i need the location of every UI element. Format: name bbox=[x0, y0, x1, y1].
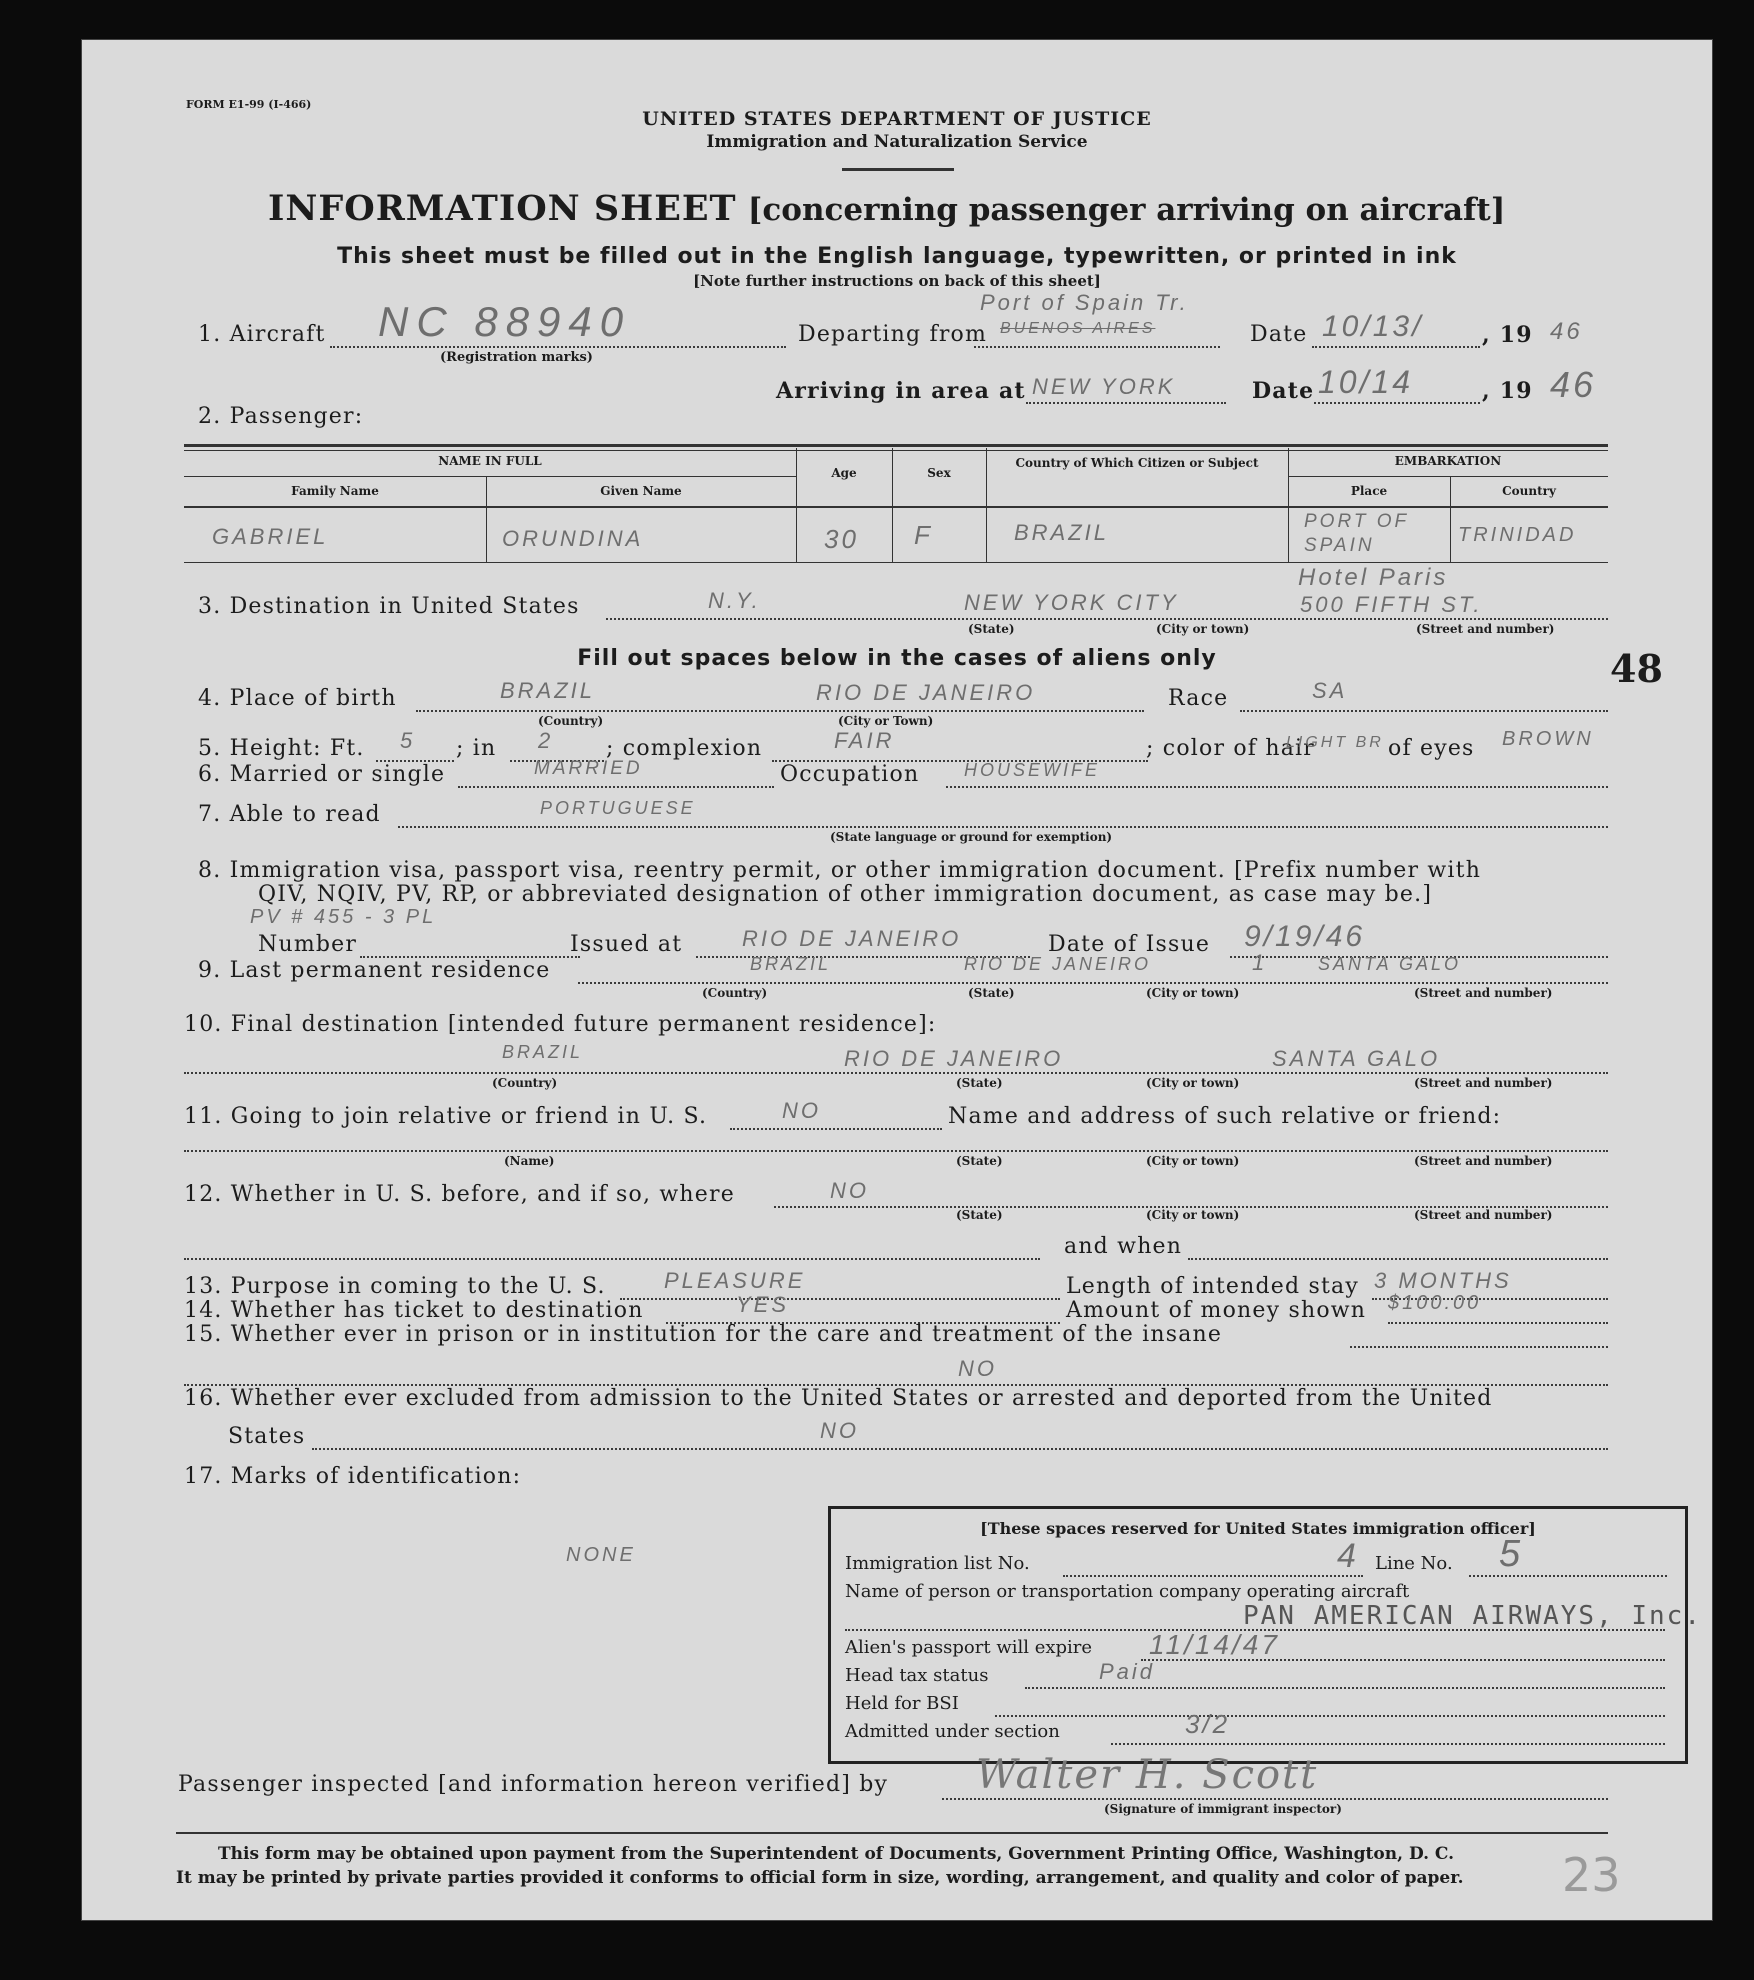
instruction-note: [Note further instructions on back of this sheet] bbox=[693, 272, 1101, 290]
stay-label: Length of intended stay bbox=[1066, 1274, 1359, 1299]
company-label: Name of person or transportation company operating aircraft bbox=[845, 1581, 1410, 1602]
departing-struck: BUENOS AIRES bbox=[1000, 320, 1156, 337]
residence-line bbox=[578, 982, 1608, 984]
destination-street-caption: (Street and number) bbox=[1416, 622, 1555, 636]
married-label: 6. Married or single bbox=[198, 762, 446, 787]
destination-label: 3. Destination in United States bbox=[198, 594, 580, 619]
final-street-caption: (Street and number) bbox=[1414, 1076, 1553, 1090]
departing-line bbox=[974, 346, 1220, 348]
purpose-line bbox=[620, 1298, 1060, 1300]
final-street: SANTA GALO bbox=[1272, 1046, 1441, 1071]
tax-label: Head tax status bbox=[845, 1665, 989, 1686]
service-heading: Immigration and Naturalization Service bbox=[706, 132, 1088, 152]
footer-line-1: This form may be obtained upon payment from the Superintendent of Documents, Government Printing Office, Washington, D. C. bbox=[218, 1844, 1455, 1864]
final-country: BRAZIL bbox=[502, 1042, 584, 1062]
list-no-line bbox=[1063, 1575, 1363, 1577]
destination-line bbox=[606, 618, 1608, 620]
arriving-date-line bbox=[1314, 402, 1480, 404]
header-rule bbox=[842, 168, 954, 171]
before-value: NO bbox=[830, 1178, 869, 1203]
birth-city: RIO DE JANEIRO bbox=[816, 680, 1036, 705]
residence-street-caption: (Street and number) bbox=[1414, 986, 1553, 1000]
residence-label: 9. Last permanent residence bbox=[198, 958, 551, 983]
citizen-cell: BRAZIL bbox=[1014, 520, 1110, 545]
inspected-label: Passenger inspected [and information hereon verified] by bbox=[178, 1772, 889, 1797]
birth-line bbox=[416, 710, 1144, 712]
before-city-caption: (City or town) bbox=[1146, 1208, 1240, 1222]
footer-rule bbox=[176, 1832, 1608, 1834]
join-name-label: Name and address of such relative or friend: bbox=[948, 1104, 1502, 1129]
excluded-line-1: 16. Whether ever excluded from admission to the United States or arrested and deported from the United bbox=[184, 1386, 1493, 1411]
complexion-value: FAIR bbox=[834, 728, 895, 753]
department-heading: UNITED STATES DEPARTMENT OF JUSTICE bbox=[642, 108, 1152, 130]
residence-city-caption: (City or town) bbox=[1146, 986, 1240, 1000]
passport-label: Alien's passport will expire bbox=[845, 1637, 1093, 1658]
footer-line-2: It may be printed by private parties provided it conforms to official form in size, wording, arrangement, and quality and color of paper. bbox=[176, 1868, 1464, 1888]
prison-label: 15. Whether ever in prison or in institution for the care and treatment of the insane bbox=[184, 1322, 1223, 1347]
birth-country-caption: (Country) bbox=[538, 714, 604, 728]
signature-caption: (Signature of immigrant inspector) bbox=[1104, 1802, 1342, 1816]
sex-header: Sex bbox=[927, 466, 951, 480]
eyes-value: BROWN bbox=[1502, 728, 1594, 750]
married-value: MARRIED bbox=[534, 758, 643, 779]
read-value: PORTUGUESE bbox=[540, 798, 696, 818]
marks-label: 17. Marks of identification: bbox=[184, 1464, 522, 1489]
age-header: Age bbox=[831, 466, 857, 480]
given-name-header: Given Name bbox=[600, 484, 682, 498]
residence-state-caption: (State) bbox=[968, 986, 1015, 1000]
excluded-line bbox=[312, 1448, 1608, 1450]
occupation-label: Occupation bbox=[780, 762, 920, 787]
money-label: Amount of money shown bbox=[1066, 1298, 1367, 1323]
page-number: 48 bbox=[1610, 646, 1663, 691]
list-no-value: 4 bbox=[1337, 1537, 1359, 1575]
departing-year: 46 bbox=[1550, 318, 1583, 345]
before-when-line-left bbox=[184, 1258, 1040, 1260]
name-in-full-header: NAME IN FULL bbox=[438, 454, 542, 468]
form-number: FORM E1-99 (I-466) bbox=[186, 98, 312, 111]
document-line-2: QIV, NQIV, PV, RP, or abbreviated designation of other immigration document, as case may be.] bbox=[258, 882, 1433, 907]
bsi-label: Held for BSI bbox=[845, 1693, 959, 1714]
money-value: $100.00 bbox=[1388, 1292, 1482, 1314]
before-when-line-right bbox=[1188, 1258, 1608, 1260]
family-name-cell: GABRIEL bbox=[212, 524, 329, 549]
birth-city-caption: (City or Town) bbox=[838, 714, 934, 728]
aircraft-value: NC 88940 bbox=[378, 298, 632, 345]
prison-value: NO bbox=[958, 1356, 997, 1381]
purpose-label: 13. Purpose in coming to the U. S. bbox=[184, 1274, 606, 1299]
height-ft: 5 bbox=[400, 728, 416, 753]
race-value: SA bbox=[1312, 678, 1348, 703]
inspected-line bbox=[942, 1798, 1608, 1800]
document-line-1: 8. Immigration visa, passport visa, reentry permit, or other immigration document. [Prefix number with bbox=[198, 858, 1482, 883]
instruction-line: This sheet must be filled out in the English language, typewritten, or printed in ink bbox=[337, 244, 1457, 269]
table-header-rule bbox=[184, 506, 1608, 508]
destination-city: NEW YORK CITY bbox=[964, 590, 1179, 615]
place-header: Place bbox=[1350, 484, 1388, 498]
country-header: Country bbox=[1502, 484, 1556, 498]
arriving-date: 10/14 bbox=[1318, 364, 1414, 400]
departing-label: Departing from bbox=[798, 322, 988, 347]
before-state-caption: (State) bbox=[956, 1208, 1003, 1222]
issued-at-label: Issued at bbox=[570, 932, 683, 957]
birth-label: 4. Place of birth bbox=[198, 686, 397, 711]
join-street-caption: (Street and number) bbox=[1414, 1154, 1553, 1168]
aliens-heading: Fill out spaces below in the cases of aliens only bbox=[577, 646, 1217, 671]
departing-value: Port of Spain Tr. bbox=[980, 290, 1189, 315]
join-state-caption: (State) bbox=[956, 1154, 1003, 1168]
table-top-rule-thin bbox=[184, 450, 1608, 451]
line-no-label: Line No. bbox=[1375, 1553, 1453, 1574]
residence-country-caption: (Country) bbox=[702, 986, 768, 1000]
issue-date-label: Date of Issue bbox=[1048, 932, 1211, 957]
stay-value: 3 MONTHS bbox=[1374, 1268, 1512, 1293]
excluded-value: NO bbox=[820, 1418, 859, 1443]
line-no-value: 5 bbox=[1499, 1533, 1524, 1575]
destination-city-caption: (City or town) bbox=[1156, 622, 1250, 636]
passenger-label: 2. Passenger: bbox=[198, 404, 364, 429]
final-country-caption: (Country) bbox=[492, 1076, 558, 1090]
sex-cell: F bbox=[914, 520, 933, 550]
passport-value: 11/14/47 bbox=[1149, 1629, 1280, 1660]
eyes-label: of eyes bbox=[1388, 736, 1475, 761]
marks-value: NONE bbox=[566, 1544, 636, 1566]
join-line bbox=[730, 1128, 942, 1130]
final-line bbox=[184, 1072, 1608, 1074]
hair-value: LIGHT BR bbox=[1286, 734, 1384, 751]
section-value: 3/2 bbox=[1185, 1709, 1231, 1739]
corner-number: 23 bbox=[1562, 1848, 1621, 1902]
tax-line bbox=[1025, 1687, 1665, 1689]
destination-state: N.Y. bbox=[708, 588, 761, 613]
read-caption: (State language or ground for exemption) bbox=[830, 830, 1113, 844]
occupation-line bbox=[946, 786, 1608, 788]
form-sheet bbox=[82, 40, 1712, 1920]
title-main: INFORMATION SHEET bbox=[268, 188, 737, 229]
embark-sub-rule bbox=[1288, 476, 1608, 477]
height-in-label: ; in bbox=[456, 736, 497, 761]
prison-line-a bbox=[1350, 1346, 1608, 1348]
family-name-header: Family Name bbox=[291, 484, 379, 498]
age-cell: 30 bbox=[824, 524, 859, 554]
page-title bbox=[268, 188, 1505, 229]
departing-date-label: Date bbox=[1250, 322, 1308, 347]
race-label: Race bbox=[1168, 686, 1229, 711]
title-bracket: [concerning passenger arriving on aircraft] bbox=[747, 192, 1506, 228]
table-top-rule bbox=[184, 444, 1608, 447]
residence-state: RIO DE JANEIRO bbox=[964, 954, 1152, 974]
final-label: 10. Final destination [intended future permanent residence]: bbox=[184, 1012, 937, 1037]
section-label: Admitted under section bbox=[845, 1721, 1060, 1742]
arriving-line bbox=[1026, 402, 1226, 404]
company-stamp: PAN AMERICAN AIRWAYS, Inc. bbox=[1243, 1601, 1702, 1631]
destination-street: 500 FIFTH ST. bbox=[1300, 592, 1483, 617]
arriving-label: Arriving in area at bbox=[776, 378, 1026, 404]
join-name-line bbox=[184, 1150, 1608, 1152]
officer-box-heading: [These spaces reserved for United States immigration officer] bbox=[980, 1519, 1536, 1538]
departing-date-line bbox=[1312, 346, 1480, 348]
embark-place-cell: PORT OF SPAIN bbox=[1304, 511, 1409, 556]
final-state-caption: (State) bbox=[956, 1076, 1003, 1090]
name-sub-rule bbox=[184, 476, 796, 477]
issue-date-value: 9/19/46 bbox=[1244, 920, 1366, 953]
destination-street-note: Hotel Paris bbox=[1298, 564, 1449, 591]
arriving-value: NEW YORK bbox=[1032, 374, 1176, 399]
ticket-value: YES bbox=[736, 1292, 790, 1317]
birth-country: BRAZIL bbox=[500, 678, 596, 703]
height-in: 2 bbox=[538, 728, 554, 753]
residence-country: BRAZIL bbox=[750, 954, 832, 974]
final-state: RIO DE JANEIRO bbox=[844, 1046, 1064, 1071]
height-label: 5. Height: Ft. bbox=[198, 736, 365, 761]
residence-city: 1 bbox=[1252, 950, 1268, 975]
citizen-header: Country of Which Citizen or Subject bbox=[1015, 456, 1259, 470]
join-city-caption: (City or town) bbox=[1146, 1154, 1240, 1168]
race-line bbox=[1240, 710, 1608, 712]
occupation-value: HOUSEWIFE bbox=[964, 760, 1101, 780]
when-label: and when bbox=[1064, 1234, 1183, 1259]
hair-label: ; color of hair bbox=[1146, 736, 1315, 761]
tax-value: Paid bbox=[1099, 1659, 1156, 1684]
aircraft-label: 1. Aircraft bbox=[198, 322, 326, 347]
arriving-date-label: Date bbox=[1252, 378, 1315, 404]
purpose-value: PLEASURE bbox=[664, 1268, 806, 1293]
arriving-year-prefix: , 19 bbox=[1482, 378, 1533, 404]
list-no-label: Immigration list No. bbox=[845, 1553, 1030, 1574]
given-name-cell: ORUNDINA bbox=[502, 526, 644, 551]
arriving-year: 46 bbox=[1550, 364, 1597, 405]
document-number-label: Number bbox=[258, 932, 358, 957]
aircraft-line bbox=[330, 346, 786, 348]
ticket-label: 14. Whether has ticket to destination bbox=[184, 1298, 644, 1323]
residence-street: SANTA GALO bbox=[1318, 954, 1462, 974]
departing-year-prefix: , 19 bbox=[1482, 322, 1533, 348]
money-line bbox=[1388, 1322, 1608, 1324]
before-street-caption: (Street and number) bbox=[1414, 1208, 1553, 1222]
section-line bbox=[1111, 1743, 1665, 1745]
departing-date: 10/13/ bbox=[1322, 310, 1424, 343]
read-line bbox=[398, 826, 1608, 828]
complexion-label: ; complexion bbox=[606, 736, 763, 761]
join-value: NO bbox=[782, 1098, 821, 1123]
embarkation-header: EMBARKATION bbox=[1394, 454, 1502, 468]
officer-box bbox=[828, 1506, 1702, 1764]
destination-state-caption: (State) bbox=[968, 622, 1015, 636]
col-divider-4 bbox=[986, 448, 987, 562]
join-label: 11. Going to join relative or friend in U. S. bbox=[184, 1104, 708, 1129]
excluded-line-2: States bbox=[228, 1424, 306, 1449]
embark-country-cell: TRINIDAD bbox=[1458, 524, 1577, 546]
before-label: 12. Whether in U. S. before, and if so, where bbox=[184, 1182, 735, 1207]
final-city-caption: (City or town) bbox=[1146, 1076, 1240, 1090]
document-number-value: PV # 455 - 3 PL bbox=[250, 906, 437, 928]
table-bottom-rule bbox=[184, 562, 1608, 563]
read-label: 7. Able to read bbox=[198, 802, 381, 827]
married-line bbox=[458, 786, 774, 788]
inspector-signature: Walter H. Scott bbox=[976, 1752, 1319, 1798]
bsi-line bbox=[995, 1715, 1665, 1717]
registration-caption: (Registration marks) bbox=[440, 350, 593, 365]
issued-at-value: RIO DE JANEIRO bbox=[742, 926, 962, 951]
join-name-caption: (Name) bbox=[504, 1154, 555, 1168]
